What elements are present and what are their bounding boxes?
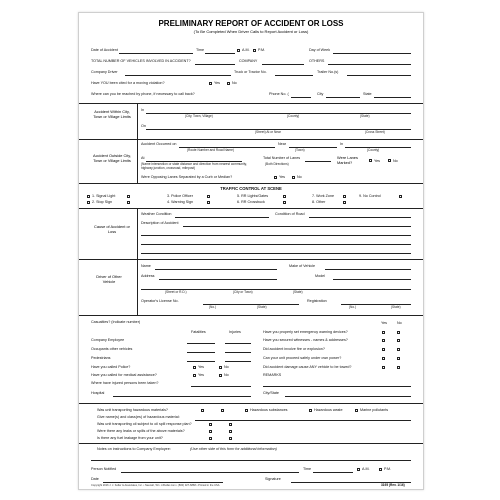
- signature-label: Signature: [265, 477, 281, 481]
- license-no-caption: (No.): [209, 305, 217, 309]
- footer-time-label: Time: [303, 467, 312, 471]
- hazmat-q5-checkbox[interactable]: [229, 437, 232, 440]
- hazmat-q4-checkbox[interactable]: [209, 430, 212, 433]
- form-subtitle: (To Be Completed When Driver Calls to Report Accident or Loss): [193, 29, 309, 34]
- hazardous-waste-checkbox[interactable]: [309, 409, 312, 412]
- company-label: COMPANY: [239, 59, 258, 63]
- phone-no-field[interactable]: [291, 97, 311, 98]
- divider: [79, 139, 423, 140]
- street-rd-caption: (Street or R.D.): [165, 290, 187, 294]
- copyright-text: Copyright 2016 J. J. Keller & Associates, Inc. • Neenah, WI • JJKeller.com • (800) 327-6868 • Printed in the USA: [91, 483, 220, 487]
- city-town-caption: (City or Town): [233, 290, 253, 294]
- person-notified-label: Person Notified: [91, 467, 117, 471]
- divider: [137, 103, 138, 139]
- outside-city-label: Accident Outside City, Town or Village Limits: [93, 153, 131, 163]
- footer-date-label: Date: [91, 477, 99, 481]
- trailer-no-label: Trailer No.(s): [317, 70, 339, 74]
- make-field[interactable]: [325, 269, 411, 270]
- footer-am-label: A.M.: [362, 467, 370, 471]
- cited-no-checkbox[interactable]: [227, 82, 230, 85]
- hospital-label: Hospital: [91, 391, 105, 395]
- traffic-checkbox[interactable]: [127, 195, 130, 198]
- traffic-other: 8. Other: [312, 200, 326, 204]
- hazmat-q2-label: Give name(s) and class(es) of hazardous material:: [97, 415, 180, 419]
- within-county-caption: (County): [287, 114, 300, 118]
- reached-label: Where can you be reached by phone, if necessary to call back?: [91, 92, 195, 96]
- traffic-checkbox[interactable]: [127, 201, 130, 204]
- question-no-checkbox[interactable]: [397, 348, 400, 351]
- other-name-field[interactable]: [155, 269, 277, 270]
- medical-yes-checkbox[interactable]: [193, 374, 196, 377]
- where-taken-field[interactable]: [191, 386, 251, 387]
- question-yes-checkbox[interactable]: [382, 366, 385, 369]
- pm-label: P.M.: [258, 48, 266, 52]
- police-called-label: Have you called Police?: [91, 365, 131, 369]
- fatalities-field[interactable]: [187, 343, 215, 344]
- footer-pm-checkbox[interactable]: [379, 468, 382, 471]
- traffic-work-zone: 7. Work Zone: [312, 194, 335, 198]
- form-title: PRELIMINARY REPORT OF ACCIDENT OR LOSS: [158, 19, 344, 28]
- time-label: Time: [196, 48, 205, 52]
- trailer-no-field[interactable]: [347, 75, 411, 76]
- divider: [79, 183, 423, 184]
- traffic-rr-crossbuck: 6. RR Crossbuck: [237, 200, 265, 204]
- traffic-control-heading: TRAFFIC CONTROL AT SCENE: [220, 186, 282, 191]
- total-lanes-field[interactable]: [305, 161, 331, 162]
- medical-no-label: No: [224, 373, 229, 377]
- divider: [79, 259, 423, 260]
- divider: [79, 208, 423, 209]
- cited-no-label: No: [232, 81, 237, 85]
- hazmat-q5-label: Is there any fuel leakage from your unit?: [97, 436, 163, 440]
- am-checkbox[interactable]: [237, 49, 240, 52]
- police-no-label: No: [224, 365, 229, 369]
- license-field[interactable]: [203, 304, 299, 305]
- hazmat-q3-checkbox[interactable]: [229, 423, 232, 426]
- near-label: Near: [278, 142, 286, 146]
- where-taken-label: Where have injured persons been taken?: [91, 381, 159, 385]
- question-label: Have you secured witnesses - names & addresses?: [263, 338, 348, 342]
- day-of-week-field[interactable]: [333, 53, 411, 54]
- total-vehicles-field[interactable]: [195, 64, 235, 65]
- question-label: Can your unit proceed safely under own power?: [263, 356, 342, 360]
- person-notified-field[interactable]: [121, 472, 299, 473]
- lanes-marked-yes-checkbox[interactable]: [369, 159, 372, 162]
- footer-am-checkbox[interactable]: [357, 468, 360, 471]
- remarks-label: REMARKS: [263, 373, 282, 377]
- company-count-field[interactable]: [262, 64, 304, 65]
- description-line[interactable]: [141, 244, 411, 245]
- date-of-accident-field[interactable]: [119, 53, 193, 54]
- traffic-rr-lights: 5. RR Lights/Gates: [237, 194, 269, 198]
- other-checkbox[interactable]: [343, 201, 346, 204]
- hazmat-q5-checkbox[interactable]: [209, 437, 212, 440]
- others-label: OTHERS: [309, 59, 325, 63]
- hazmat-q1-label: Was unit transporting hazardous materials?: [97, 408, 168, 412]
- divider: [79, 443, 423, 444]
- opposing-yes-label: Yes: [279, 175, 286, 179]
- model-field[interactable]: [333, 279, 411, 280]
- footer-date-field[interactable]: [103, 482, 223, 483]
- road-condition-label: Condition of Road: [275, 212, 305, 216]
- cause-label: Cause of Accident or Loss: [94, 224, 130, 234]
- divider: [137, 259, 138, 315]
- outside-at-label: At: [141, 156, 145, 160]
- total-vehicles-label: TOTAL NUMBER OF VEHICLES INVOLVED IN ACCIDENT?: [91, 59, 191, 63]
- hazmat-q4-label: Were there any leaks or spills of the above materials?: [97, 429, 185, 433]
- police-no-checkbox[interactable]: [219, 366, 222, 369]
- stop-sign-checkbox: [87, 201, 90, 204]
- within-state-caption: (State): [360, 114, 370, 118]
- divider: [79, 403, 423, 404]
- intersection-note: (Name intersection or state distance and direction from nearest community, highway junction, crossroad, milepost): [141, 162, 247, 170]
- opposing-no-label: No: [297, 175, 302, 179]
- reg-state-caption: (State): [391, 305, 401, 309]
- question-label: Have you properly set emergency warning devices?: [263, 330, 348, 334]
- injuries-field[interactable]: [225, 352, 251, 353]
- other-state-caption: (State): [293, 290, 303, 294]
- traffic-police-officer: 3. Police Officer: [167, 194, 193, 198]
- within-in-label: In: [141, 108, 145, 112]
- description-field[interactable]: [183, 226, 411, 227]
- hazardous-waste-label: Hazardous waste: [314, 408, 343, 412]
- within-on-label: On: [141, 124, 146, 128]
- casualty-row-label: Occupants other vehicles: [91, 347, 133, 351]
- fatalities-field[interactable]: [187, 361, 215, 362]
- rr-crossbuck-checkbox[interactable]: [283, 201, 286, 204]
- remarks-field[interactable]: [263, 386, 411, 387]
- cited-yes-label: Yes: [214, 81, 221, 85]
- notes-line[interactable]: [91, 460, 411, 461]
- medical-called-label: Have you called for medical assistance?: [91, 373, 157, 377]
- questions-no-header: No: [397, 321, 402, 325]
- hospital-field[interactable]: [113, 396, 251, 397]
- traffic-stop-sign: 2. Stop Sign: [92, 200, 113, 204]
- city-field[interactable]: [326, 97, 360, 98]
- day-of-week-label: Day of Week: [309, 48, 331, 52]
- question-no-checkbox[interactable]: [397, 331, 400, 334]
- hazmat-q1-checkbox: [201, 409, 204, 412]
- other-driver-label: Driver of Other Vehicle: [96, 274, 122, 284]
- opposing-lanes-label: Were Opposing Lanes Separated by a Curb or Median?: [141, 175, 233, 179]
- lanes-marked-no-checkbox[interactable]: [388, 159, 391, 162]
- within-city-label: Accident Within City, Town or Village Limits: [93, 109, 131, 119]
- description-line[interactable]: [141, 253, 411, 254]
- rr-lights-checkbox[interactable]: [283, 195, 286, 198]
- hazardous-substances-label: Hazardous substances: [250, 408, 288, 412]
- license-label: Operator's License No.: [141, 299, 179, 303]
- injuries-field[interactable]: [225, 361, 251, 362]
- footer-time-field[interactable]: [313, 472, 353, 473]
- city-state-label: City/State: [263, 391, 279, 395]
- lanes-marked-no-label: No: [393, 158, 398, 163]
- casualties-heading: Casualties? (Indicate number): [91, 320, 141, 324]
- phone-no-label: Phone No. (: [269, 92, 289, 96]
- road-condition-field[interactable]: [309, 217, 411, 218]
- hazmat-q3-checkbox[interactable]: [209, 423, 212, 426]
- cross-street-caption: (Cross Street): [365, 130, 385, 134]
- question-no-checkbox[interactable]: [397, 339, 400, 342]
- date-of-accident-label: Date of Accident: [91, 48, 118, 52]
- outside-in-label: In: [340, 142, 344, 146]
- registration-label: Registration: [307, 299, 327, 303]
- state-field[interactable]: [374, 97, 411, 98]
- lanes-marked-label: Were Lanes Marked?: [337, 155, 358, 165]
- truck-tractor-field[interactable]: [275, 75, 313, 76]
- fatalities-field[interactable]: [187, 352, 215, 353]
- notes-label: Notes on instructions to Company Employee:: [97, 447, 171, 451]
- opposing-yes-checkbox[interactable]: [274, 176, 277, 179]
- signal-light-checkbox: [87, 195, 90, 198]
- hazmat-q1-checkbox: [221, 409, 224, 412]
- medical-yes-label: Yes: [198, 373, 205, 377]
- company-driver-label: Company Driver: [91, 70, 118, 74]
- footer-pm-label: P.M.: [384, 467, 392, 471]
- hazardous-substances-checkbox[interactable]: [245, 409, 248, 412]
- divider: [137, 208, 138, 259]
- injuries-label: Injuries: [229, 330, 241, 334]
- police-yes-label: Yes: [198, 365, 205, 369]
- occurred-on-label: Accident Occurred on: [141, 142, 177, 146]
- reg-no-caption: (No.): [349, 305, 357, 309]
- city-state-field[interactable]: [285, 396, 411, 397]
- weather-field[interactable]: [175, 217, 269, 218]
- question-yes-checkbox[interactable]: [382, 348, 385, 351]
- hazmat-q3-label: Was unit transporting oil subject to oil spill response plan?: [97, 422, 192, 426]
- question-yes-checkbox[interactable]: [382, 339, 385, 342]
- other-address-label: Address: [141, 274, 155, 278]
- question-label: Did accident involve fire or explosion?: [263, 347, 325, 351]
- description-label: Description of Accident: [141, 221, 179, 225]
- make-label: Make of Vehicle: [289, 264, 316, 268]
- police-officer-checkbox[interactable]: [207, 195, 210, 198]
- description-line[interactable]: [141, 235, 411, 236]
- form-number: 3195 (Rev. 1/16): [381, 483, 405, 487]
- hazmat-names-field[interactable]: [195, 420, 411, 421]
- accident-report-form: [78, 12, 424, 490]
- model-label: Model: [315, 274, 326, 278]
- police-yes-checkbox[interactable]: [193, 366, 196, 369]
- am-label: A.M.: [242, 48, 250, 52]
- other-address-field[interactable]: [159, 279, 277, 280]
- city-label: City: [317, 92, 324, 96]
- questions-yes-header: Yes: [381, 321, 388, 325]
- company-driver-field[interactable]: [125, 75, 231, 76]
- question-label: Did accident damage cause ANY vehicle to be towed?: [263, 365, 352, 369]
- notes-italic: (Use other side of this form for additional information): [190, 447, 277, 451]
- total-lanes-label: Total Number of Lanes: [263, 156, 301, 160]
- injuries-field[interactable]: [225, 343, 251, 344]
- no-control-checkbox[interactable]: [399, 195, 402, 198]
- marine-pollutants-label: Marine pollutants: [360, 408, 389, 412]
- traffic-signal-light: 1. Signal Light: [92, 194, 116, 198]
- divider: [137, 139, 138, 183]
- traffic-no-control: 9. No Control: [359, 194, 381, 198]
- warning-sign-checkbox[interactable]: [207, 201, 210, 204]
- outside-county-caption: (County): [367, 148, 380, 152]
- others-count-field[interactable]: [328, 64, 411, 65]
- divider: [79, 315, 423, 316]
- question-yes-checkbox[interactable]: [382, 357, 385, 360]
- question-no-checkbox[interactable]: [397, 366, 400, 369]
- city-town-village-caption: (City, Town, Village): [185, 114, 213, 118]
- license-state-caption: (State): [257, 305, 267, 309]
- state-label: State: [363, 92, 372, 96]
- cited-label: Have YOU been cited for a moving violation?: [91, 81, 165, 85]
- medical-no-checkbox[interactable]: [219, 374, 222, 377]
- both-directions-caption: (Both Directions): [265, 162, 289, 166]
- route-number-caption: (Route Number and Road Name): [187, 148, 234, 152]
- casualty-row-label: Pedestrians: [91, 356, 111, 360]
- question-no-checkbox[interactable]: [397, 357, 400, 360]
- opposing-no-checkbox[interactable]: [292, 176, 295, 179]
- time-field[interactable]: [205, 53, 235, 54]
- truck-tractor-label: Truck or Tractor No.: [234, 70, 267, 74]
- fatalities-label: Fatalities: [191, 330, 206, 334]
- divider: [79, 103, 423, 104]
- weather-label: Weather Condition: [141, 212, 172, 216]
- town-caption: (Town): [295, 148, 305, 152]
- casualty-row-label: Company Employee: [91, 338, 125, 342]
- hazmat-q4-checkbox[interactable]: [229, 430, 232, 433]
- cited-yes-checkbox[interactable]: [209, 82, 212, 85]
- other-name-label: Name: [141, 264, 151, 268]
- pm-checkbox[interactable]: [253, 49, 256, 52]
- question-yes-checkbox[interactable]: [382, 331, 385, 334]
- street-at-near-caption: (Street) At or Near: [255, 130, 281, 134]
- lanes-marked-yes-label: Yes: [374, 158, 381, 163]
- marine-pollutants-checkbox[interactable]: [355, 409, 358, 412]
- traffic-warning-sign: 4. Warning Sign: [167, 200, 194, 204]
- work-zone-checkbox[interactable]: [343, 195, 346, 198]
